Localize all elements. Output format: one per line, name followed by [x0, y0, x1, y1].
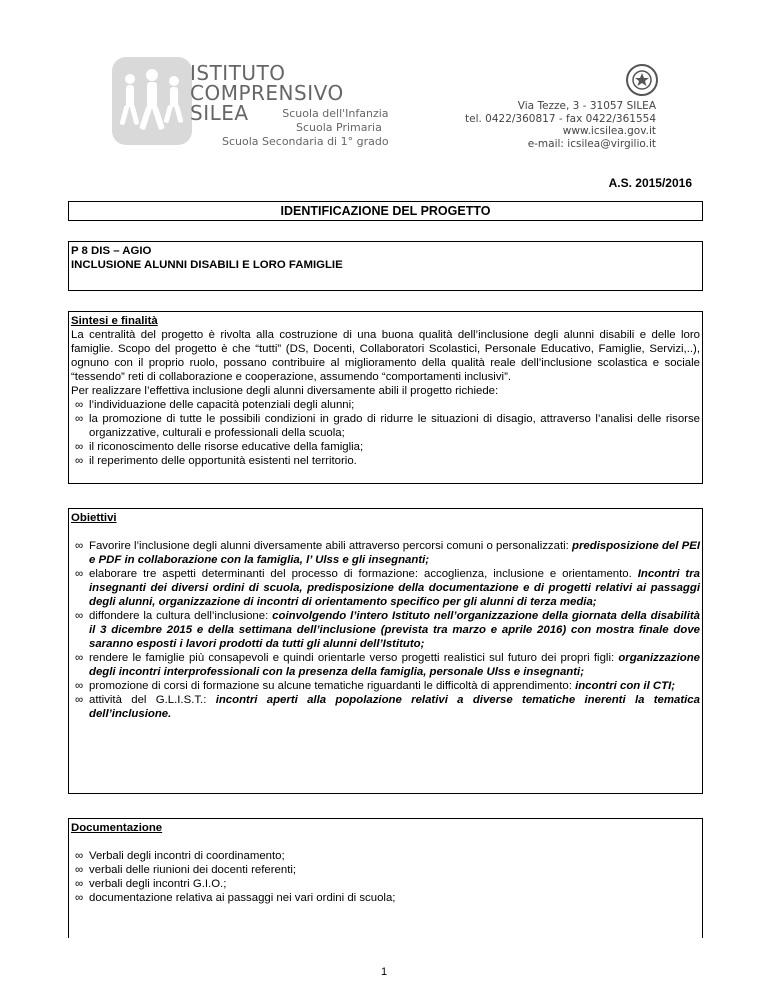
documentazione-heading: Documentazione: [71, 822, 163, 834]
school-primaria: Scuola Primaria: [296, 121, 382, 134]
list-item: ∞ verbali delle riunioni dei docenti referenti;: [75, 864, 297, 876]
bullet-icon: ∞: [75, 441, 84, 453]
documentazione-section: [68, 818, 703, 938]
list-item: ∞ Verbali degli incontri di coordinamento;: [75, 850, 285, 862]
bullet-icon: ∞: [75, 455, 84, 467]
institute-name-line-2: COMPRENSIVO: [190, 81, 344, 105]
project-box: [68, 241, 703, 291]
institute-name-line-1: ISTITUTO: [190, 61, 286, 85]
contact-email: e-mail: icsilea@virgilio.it: [527, 137, 656, 150]
contact-phone: tel. 0422/360817 - fax 0422/361554: [465, 112, 656, 125]
bullet-icon: ∞: [75, 568, 84, 580]
bullet-icon: ∞: [75, 892, 84, 904]
list-item: ∞ la promozione di tutte le possibili condizioni in grado di ridurre le situazioni di disagio, attraverso l’analisi delle risorse organizzative, culturali e professionali della scuola;: [75, 413, 700, 439]
italian-republic-emblem-icon: [625, 63, 659, 97]
bullet-icon: ∞: [75, 864, 84, 876]
bullet-icon: ∞: [75, 878, 84, 890]
school-list: [222, 107, 389, 149]
list-item: ∞ Favorire l’inclusione degli alunni diversamente abili attraverso percorsi comuni o personalizzati: predisposizione del PEI e PDF in collaborazione con la famiglia, l’ Ulss e gli insegnanti;: [75, 540, 700, 566]
institute-name-line-3: SILEA: [190, 101, 249, 125]
contact-website: www.icsilea.gov.it: [562, 125, 656, 137]
list-item: ∞ il riconoscimento delle risorse educative della famiglia;: [75, 441, 364, 453]
project-name: INCLUSIONE ALUNNI DISABILI E LORO FAMIGLIE: [71, 259, 343, 271]
documentazione-list: [71, 849, 700, 905]
bullet-icon: ∞: [75, 652, 84, 664]
obiettivi-heading: Obiettivi: [71, 512, 117, 524]
sintesi-heading: Sintesi e finalità: [71, 315, 158, 327]
project-code: P 8 DIS – AGIO: [71, 245, 152, 257]
bullet-icon: ∞: [75, 399, 84, 411]
list-item: ∞ documentazione relativa ai passaggi nei vari ordini di scuola;: [75, 892, 396, 904]
sintesi-paragraph-2: Per realizzare l’effettiva inclusione degli alunni diversamente abili il progetto richiede:: [71, 385, 499, 397]
bullet-icon: ∞: [75, 680, 84, 692]
list-item: ∞ promozione di corsi di formazione su alcune tematiche riguardanti le difficoltà di apprendimento: incontri con il CTI;: [75, 680, 676, 692]
contact-info: [465, 100, 656, 150]
sintesi-paragraph-1: La centralità del progetto è rivolta alla costruzione di una buona qualità dell’inclusione degli alunni disabili e delle loro famiglie. Scopo del progetto è che “tutti” (DS, Docenti, Collaboratori Scolastici, Personale Educativo, Famiglie, Servizi,..), ognuno con il proprio ruolo, possano contribuire al miglioramento della qualità reale dell’inclusione scolastica e sociale “tessendo” reti di collaborazione e cooperazione, assumendo “comportamenti inclusivi”.: [71, 329, 700, 383]
bullet-icon: ∞: [75, 610, 84, 622]
list-item: ∞ elaborare tre aspetti determinanti del processo di formazione: accoglienza, inclusione e orientamento. Incontri tra insegnanti dei diversi ordini di scuola, predisposizione della documentazione e di progetti relativi ai passaggi degli alunni, organizzazione di incontri di orientamento specifico per gli alunni di terza media;: [75, 568, 700, 608]
school-infanzia: Scuola dell'Infanzia: [282, 107, 389, 120]
page-number: 1: [380, 966, 388, 978]
obiettivi-section: [68, 508, 703, 794]
school-secondaria: Scuola Secondaria di 1° grado: [222, 135, 389, 148]
document-title: IDENTIFICAZIONE DEL PROGETTO: [68, 201, 703, 221]
bullet-icon: ∞: [75, 540, 84, 552]
bullet-icon: ∞: [75, 850, 84, 862]
running-children-logo-icon: [112, 57, 192, 145]
sintesi-list: [71, 398, 700, 468]
bullet-icon: ∞: [75, 694, 84, 706]
list-item: ∞ diffondere la cultura dell’inclusione: coinvolgendo l’intero Istituto nell’organizzazione della giornata della disabilità il 3 dicembre 2015 e della settimana dell’inclusione (prevista tra marzo e aprile 2016) con mostra finale dove saranno esposti i lavori prodotti da tutti gli alunni dell’Istituto;: [75, 610, 700, 650]
list-item: ∞ l’individuazione delle capacità potenziali degli alunni;: [75, 399, 355, 411]
sintesi-section: [68, 311, 703, 484]
contact-address: Via Tezze, 3 - 31057 SILEA: [517, 100, 656, 112]
list-item: ∞ verbali degli incontri G.I.O.;: [75, 878, 227, 890]
obiettivi-list: [71, 539, 700, 721]
school-year: A.S. 2015/2016: [608, 176, 692, 190]
list-item: ∞ rendere le famiglie più consapevoli e quindi orientarle verso progetti realistici sul futuro dei propri figli: organizzazione degli incontri interprofessionali con la presenza della famiglia, personale Ulss e insegnanti;: [75, 652, 700, 678]
list-item: ∞ il reperimento delle opportunità esistenti nel territorio.: [75, 455, 357, 467]
list-item: ∞ attività del G.L.I.S.T.: incontri aperti alla popolazione relativi a diverse tematiche inerenti la tematica dell’inclusione.: [75, 694, 700, 720]
bullet-icon: ∞: [75, 413, 84, 425]
